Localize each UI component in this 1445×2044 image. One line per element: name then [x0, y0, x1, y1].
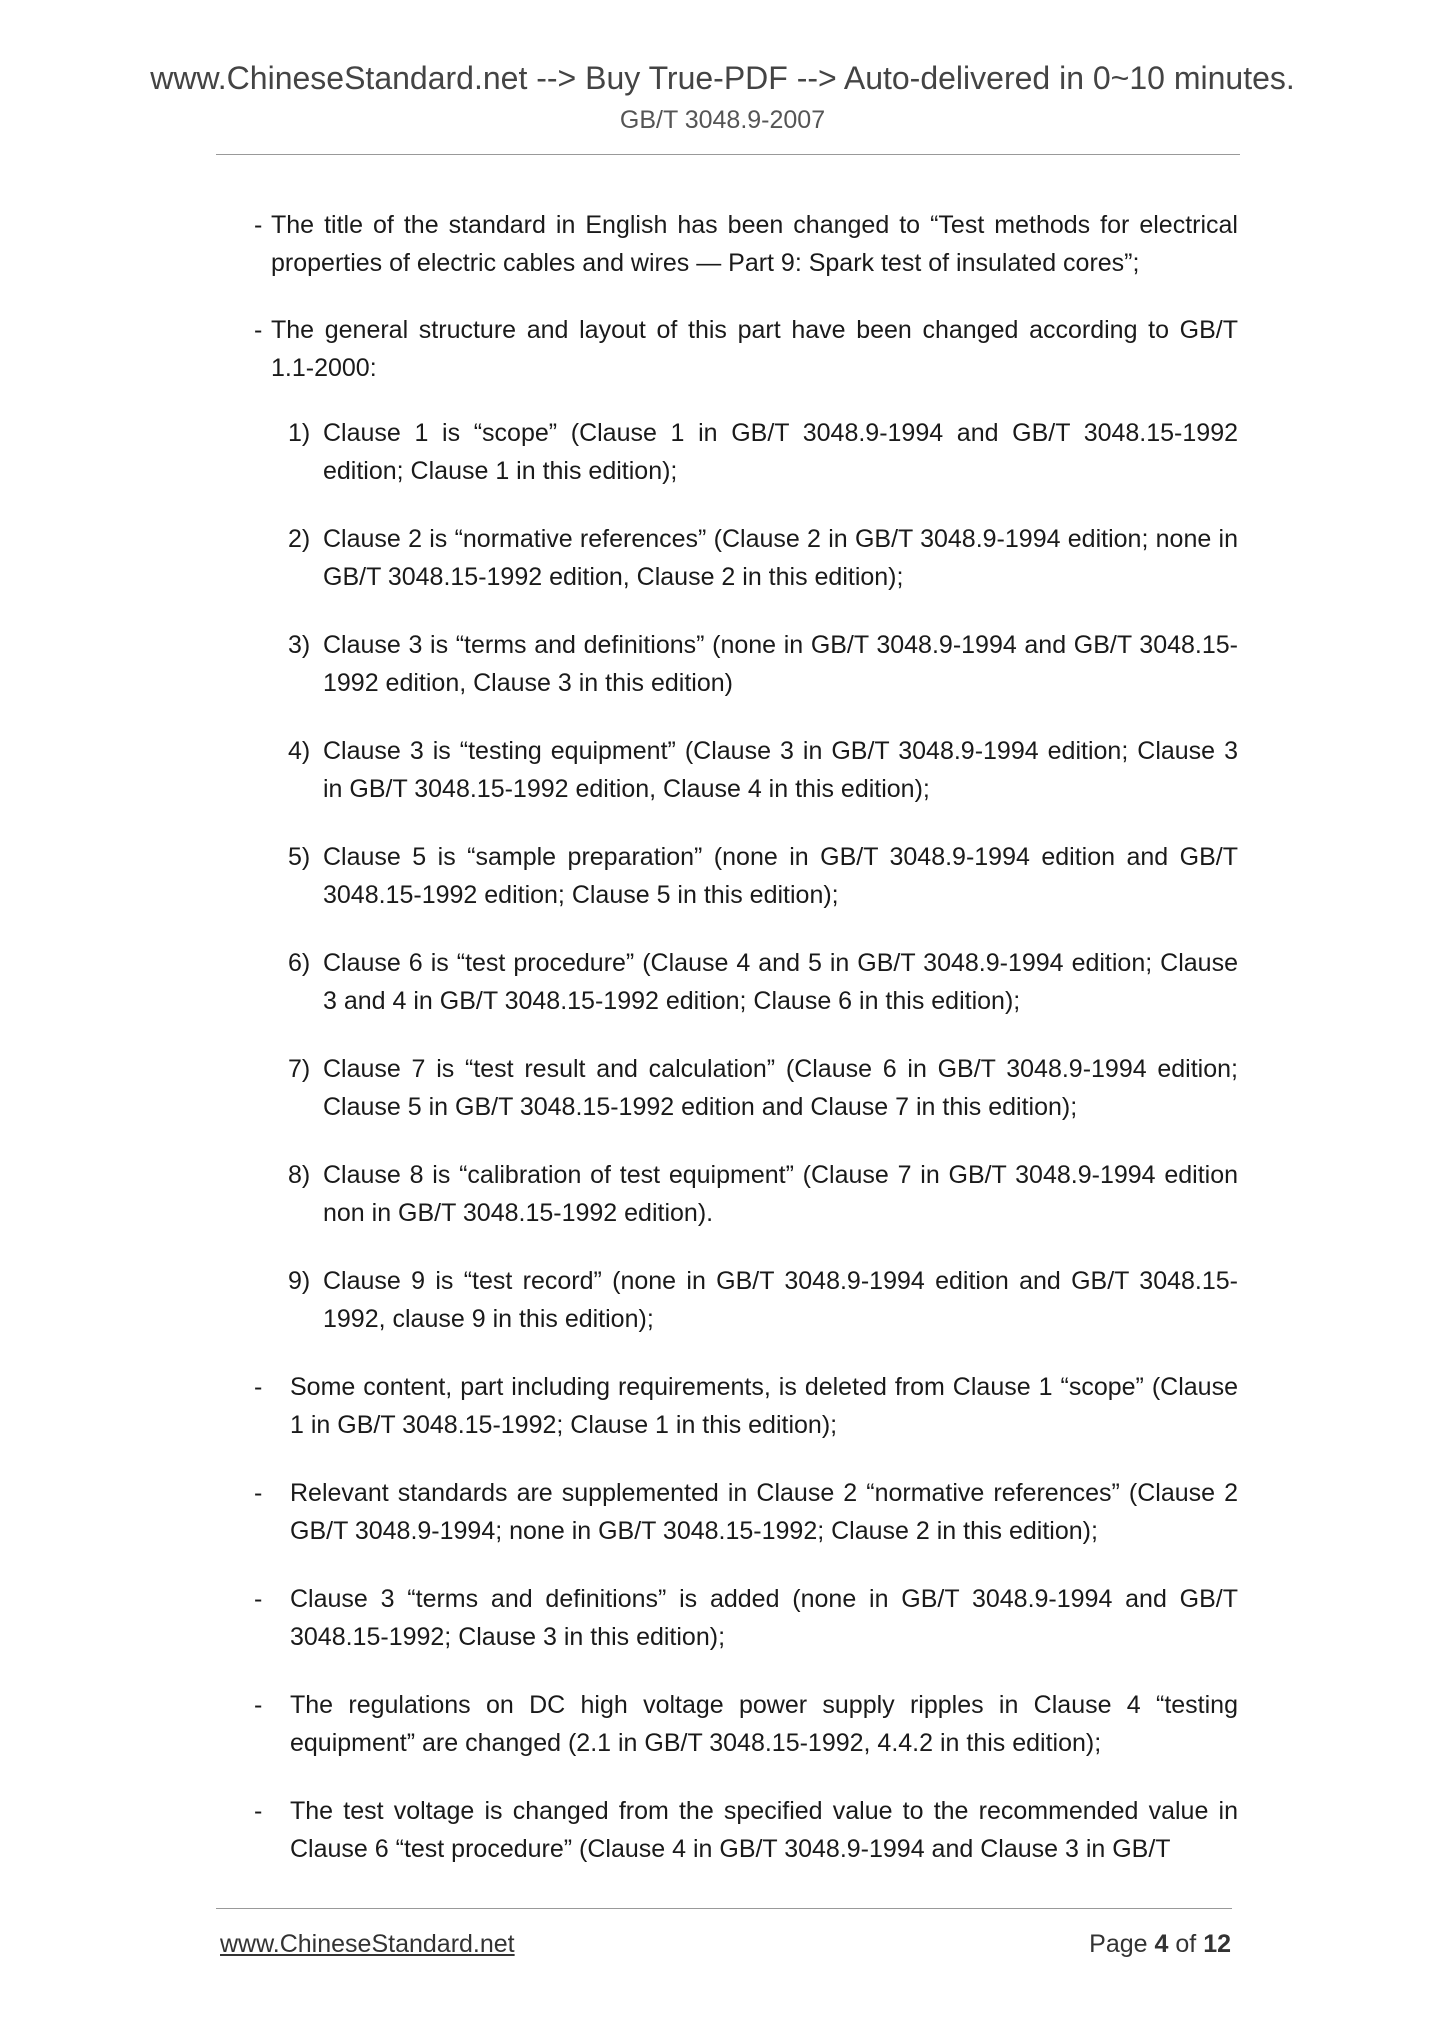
header-divider — [216, 154, 1240, 155]
list-item-text: Clause 7 is “test result and calculation” (Clause 6 in GB/T 3048.9-1994 edition; Clause 5 in GB/T 3048.15-1992 edition and Clause 7 in this edition); — [323, 1055, 1238, 1121]
list-item — [254, 1368, 1238, 1444]
list-item — [288, 414, 1238, 490]
item-number: 1) — [288, 419, 311, 447]
footer-divider — [216, 1908, 1232, 1909]
page-current: 4 — [1154, 1930, 1169, 1958]
item-number: 8) — [288, 1161, 311, 1189]
list-item-text: Clause 5 is “sample preparation” (none in GB/T 3048.9-1994 edition and GB/T 3048.15-1992 edition; Clause 5 in this edition); — [323, 843, 1238, 909]
item-number: 2) — [288, 525, 311, 553]
list-item — [254, 206, 1238, 282]
page-prefix: Page — [1089, 1930, 1148, 1958]
list-item-text: Clause 3 is “testing equipment” (Clause 3 in GB/T 3048.9-1994 edition; Clause 3 in GB/T 3048.15-1992 edition, Clause 4 in this edition); — [323, 737, 1238, 803]
list-item — [288, 732, 1238, 808]
list-item-text: Clause 3 “terms and definitions” is added (none in GB/T 3048.9-1994 and GB/T 3048.15-1992; Clause 3 in this edition); — [290, 1585, 1238, 1651]
list-item-text: The regulations on DC high voltage power supply ripples in Clause 4 “testing equipment” are changed (2.1 in GB/T 3048.15-1992, 4.4.2 in this edition); — [290, 1691, 1238, 1757]
dash-bullet: - — [254, 1691, 263, 1719]
list-item — [288, 838, 1238, 914]
list-item — [254, 1474, 1238, 1550]
dash-bullet: - — [254, 211, 263, 239]
item-number: 5) — [288, 843, 311, 871]
item-number: 7) — [288, 1055, 311, 1083]
dash-bullet: - — [254, 1797, 263, 1825]
list-item — [288, 1262, 1238, 1338]
dash-bullet: - — [254, 1585, 263, 1613]
footer-site-link[interactable]: www.ChineseStandard.net — [220, 1930, 515, 1958]
dash-bullet: - — [254, 1479, 263, 1507]
list-item-text: Clause 2 is “normative references” (Clause 2 in GB/T 3048.9-1994 edition; none in GB/T 3048.15-1992 edition, Clause 2 in this edition); — [323, 525, 1238, 591]
dash-bullet: - — [254, 1373, 263, 1401]
item-number: 9) — [288, 1267, 311, 1295]
list-item — [254, 1792, 1238, 1868]
list-item-text: Clause 1 is “scope” (Clause 1 in GB/T 3048.9-1994 and GB/T 3048.15-1992 edition; Clause 1 in this edition); — [323, 419, 1238, 485]
list-item-text: Clause 3 is “terms and definitions” (none in GB/T 3048.9-1994 and GB/T 3048.15-1992 edition, Clause 3 in this edition) — [323, 631, 1238, 697]
list-item — [254, 311, 1238, 387]
header-banner: www.ChineseStandard.net --> Buy True-PDF --> Auto-delivered in 0~10 minutes. — [150, 60, 1295, 96]
item-number: 4) — [288, 737, 311, 765]
list-item-text: Clause 8 is “calibration of test equipment” (Clause 7 in GB/T 3048.9-1994 edition non in GB/T 3048.15-1992 edition). — [323, 1161, 1238, 1227]
item-number: 6) — [288, 949, 311, 977]
page-total: 12 — [1203, 1930, 1231, 1958]
list-item-text: Clause 6 is “test procedure” (Clause 4 and 5 in GB/T 3048.9-1994 edition; Clause 3 and 4 in GB/T 3048.15-1992 edition; Clause 6 in this edition); — [323, 949, 1238, 1015]
list-item-text: Relevant standards are supplemented in Clause 2 “normative references” (Clause 2 GB/T 3048.9-1994; none in GB/T 3048.15-1992; Clause 2 in this edition); — [290, 1479, 1238, 1545]
list-item-text: The title of the standard in English has been changed to “Test methods for electrical properties of electric cables and wires — Part 9: Spark test of insulated cores”; — [271, 211, 1238, 277]
item-number: 3) — [288, 631, 311, 659]
list-item — [288, 1050, 1238, 1126]
list-item — [288, 1156, 1238, 1232]
list-item — [254, 1580, 1238, 1656]
list-item-text: Some content, part including requirements, is deleted from Clause 1 “scope” (Clause 1 in GB/T 3048.15-1992; Clause 1 in this edition); — [290, 1373, 1238, 1439]
list-item — [288, 626, 1238, 702]
list-item-text: Clause 9 is “test record” (none in GB/T 3048.9-1994 edition and GB/T 3048.15-1992, clause 9 in this edition); — [323, 1267, 1238, 1333]
standard-id: GB/T 3048.9-2007 — [619, 106, 826, 134]
list-item — [288, 944, 1238, 1020]
page-of: of — [1175, 1930, 1197, 1958]
list-item-text: The test voltage is changed from the specified value to the recommended value in Clause 6 “test procedure” (Clause 4 in GB/T 3048.9-1994 and Clause 3 in GB/T — [290, 1797, 1238, 1863]
list-item — [288, 520, 1238, 596]
dash-bullet: - — [254, 316, 263, 344]
list-item — [254, 1686, 1238, 1762]
page-indicator — [1089, 1928, 1231, 1960]
list-item-text: The general structure and layout of this part have been changed according to GB/T 1.1-2000: — [271, 316, 1238, 382]
